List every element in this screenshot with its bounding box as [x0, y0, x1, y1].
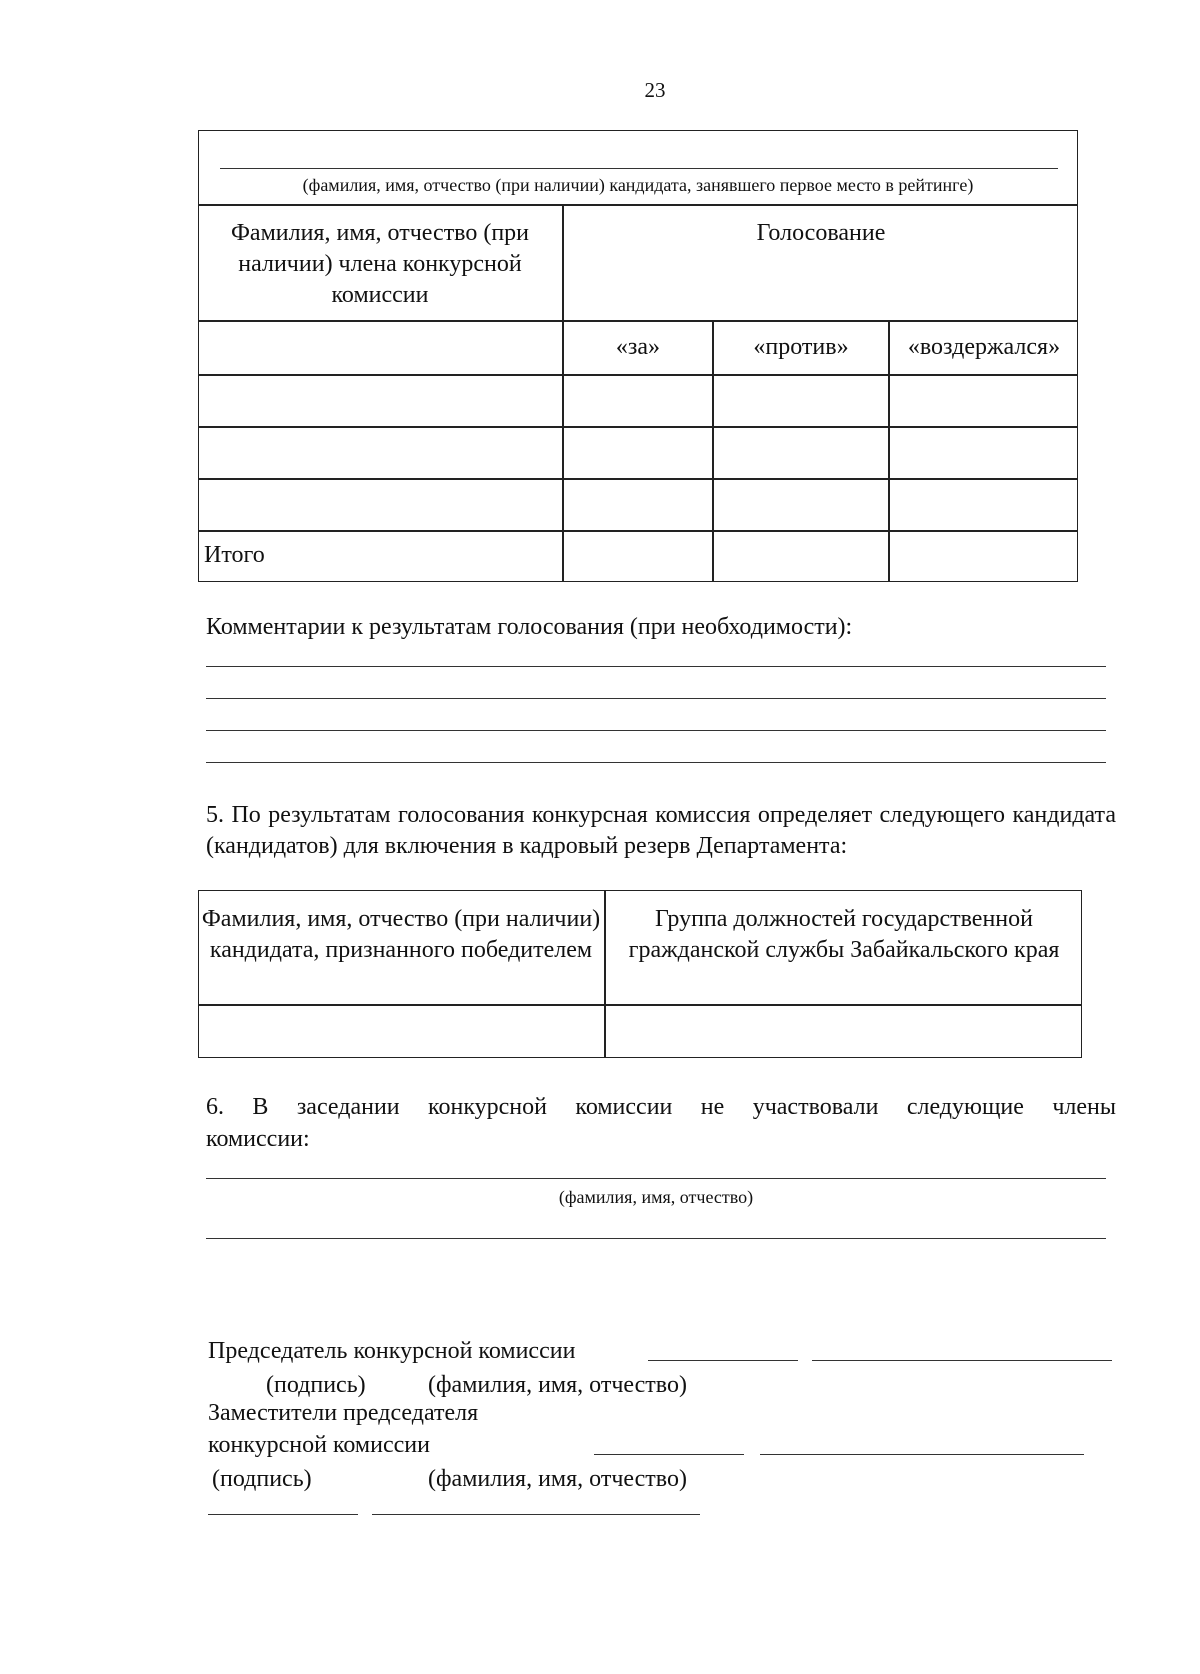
- table-rule: [562, 204, 564, 582]
- chairman-signature-line: [648, 1360, 798, 1361]
- voting-table: [198, 130, 1078, 582]
- table-rule: [198, 374, 1078, 376]
- deputy-fio-line: [760, 1454, 1084, 1455]
- candidate-name-line: [220, 168, 1058, 169]
- absent-fio-caption: (фамилия, имя, отчество): [558, 1187, 754, 1207]
- candidate-caption: (фамилия, имя, отчество (при наличии) кандидата, занявшего первое место в рейтинге): [302, 175, 974, 195]
- table-rule: [198, 204, 1078, 206]
- chairman-label: Председатель конкурсной комиссии: [208, 1338, 576, 1364]
- table-rule: [198, 426, 1078, 428]
- absent-members-line: [206, 1178, 1106, 1179]
- deputy-fio-line: [372, 1514, 700, 1515]
- chairman-fio-caption: (фамилия, имя, отчество): [428, 1372, 687, 1398]
- comment-line: [206, 666, 1106, 667]
- candidate-table: [198, 890, 1082, 1058]
- absent-members-line: [206, 1238, 1106, 1239]
- deputy-fio-caption: (фамилия, имя, отчество): [428, 1466, 687, 1492]
- table-rule: [198, 1004, 1082, 1006]
- section-6-line-2: комиссии:: [206, 1126, 310, 1152]
- comment-line: [206, 730, 1106, 731]
- chairman-signature-caption: (подпись): [266, 1372, 366, 1398]
- table-rule: [198, 320, 1078, 322]
- comments-label: Комментарии к результатам голосования (при необходимости):: [206, 614, 853, 640]
- table-rule: [198, 478, 1078, 480]
- vote-against-header: «против»: [753, 334, 849, 360]
- position-group-column-header: Группа должностей государственной гражданской службы Забайкальского края: [628, 906, 1060, 963]
- candidate-column-header: Фамилия, имя, отчество (при наличии) кандидата, признанного победителем: [201, 906, 601, 963]
- vote-column-header: Голосование: [756, 220, 886, 246]
- total-label: Итого: [204, 542, 265, 568]
- deputy-signature-caption: (подпись): [212, 1466, 312, 1492]
- section-5-text: 5. По результатам голосования конкурсная комиссия определяет следующего кандидата (кандидатов) для включения в кадровый резерв Департамента:: [206, 802, 1116, 859]
- comment-line: [206, 698, 1106, 699]
- chairman-fio-line: [812, 1360, 1112, 1361]
- deputy-signature-line: [208, 1514, 358, 1515]
- comment-line: [206, 762, 1106, 763]
- vote-abstain-header: «воздержался»: [907, 334, 1061, 360]
- member-column-header: Фамилия, имя, отчество (при наличии) члена конкурсной комиссии: [230, 220, 530, 308]
- deputies-label-line-2: конкурсной комиссии: [208, 1432, 430, 1458]
- page-number: 23: [644, 78, 666, 102]
- table-rule: [198, 530, 1078, 532]
- section-6-line-1: 6. В заседании конкурсной комиссии не участвовали следующие члены: [206, 1094, 1116, 1120]
- deputy-signature-line: [594, 1454, 744, 1455]
- deputies-label-line-1: Заместители председателя: [208, 1400, 479, 1426]
- vote-for-header: «за»: [615, 334, 661, 360]
